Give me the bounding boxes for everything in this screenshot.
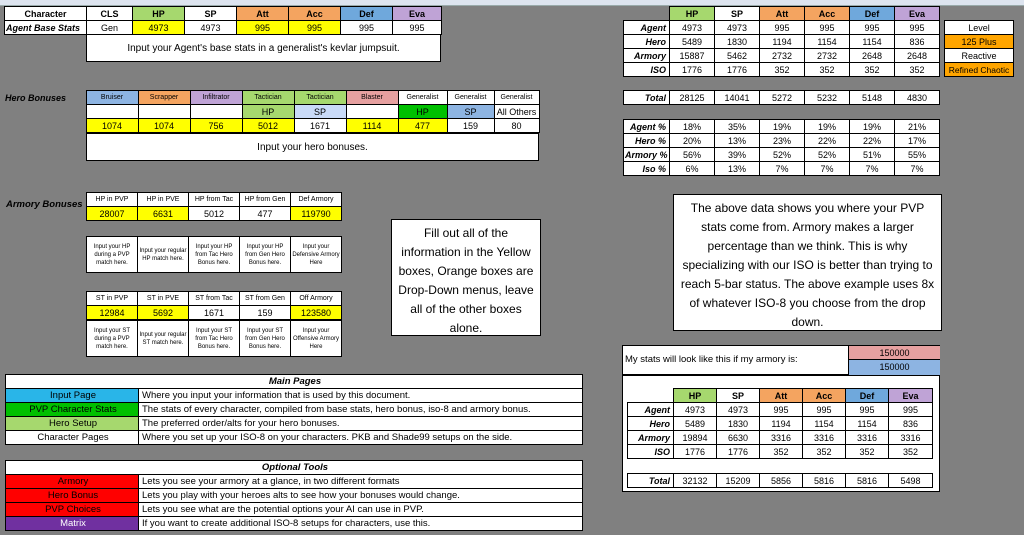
stats-percent-table — [623, 119, 940, 176]
level-label: Level — [945, 21, 1014, 35]
note-cell: Input your regular HP match here. — [138, 237, 189, 273]
stat-header: Eva — [889, 389, 933, 403]
pct-cell: 51% — [850, 148, 895, 162]
main-pages-title-row — [6, 375, 583, 389]
hero-bonus-values-row — [4, 119, 539, 133]
row-label: Armory % — [625, 149, 668, 160]
eva-header: Eva — [393, 7, 442, 21]
stat-cell: 995 — [889, 403, 933, 417]
tool-description: Lets you see your armory at a glance, in two different formats — [139, 475, 583, 489]
note-cell: Input your ST from Gen Hero Bonus here. — [240, 321, 291, 357]
off-armory-header: Off Armory — [291, 292, 342, 306]
pct-cell: 21% — [895, 120, 940, 134]
att-input[interactable]: 995 — [237, 21, 289, 35]
armory-st-notes-row — [87, 321, 342, 357]
total-cell: 4830 — [895, 91, 940, 105]
total-cell: 5856 — [760, 474, 803, 488]
stat-cell: 1154 — [846, 417, 889, 431]
stat-cell: 1154 — [850, 35, 895, 49]
stat-cell: 3316 — [803, 431, 846, 445]
main-pages-table — [5, 374, 583, 445]
stat-cell: 1776 — [674, 445, 717, 459]
main-page-row — [6, 389, 583, 403]
pct-cell: 35% — [715, 120, 760, 134]
stat-cell: 836 — [895, 35, 940, 49]
total-label: Total — [628, 474, 674, 488]
pct-cell: 23% — [760, 134, 805, 148]
hero-bonus-spacer — [4, 105, 86, 119]
page-description: The preferred order/alts for your hero bonuses. — [139, 417, 583, 431]
stat-cell: 995 — [760, 403, 803, 417]
st-from-gen-header: ST from Gen — [240, 292, 291, 306]
percent-row — [624, 162, 940, 176]
iso-type-dropdown[interactable]: Refined Chaotic — [945, 63, 1014, 77]
total-cell: 5498 — [889, 474, 933, 488]
stat-cell: 3316 — [760, 431, 803, 445]
tactician-hp-input[interactable]: 5012 — [242, 119, 294, 133]
stats-corner — [624, 7, 670, 21]
note-cell: Input your HP during a PVP match here. — [87, 237, 138, 273]
hero-sub-cell: All Others — [494, 105, 539, 119]
st-from-tac-header: ST from Tac — [189, 292, 240, 306]
hero-sub-cell — [138, 105, 190, 119]
row-label: ISO — [624, 63, 670, 77]
row-label: Agent % — [624, 120, 670, 134]
generalist-hp-header: Generalist — [398, 91, 447, 105]
level-row — [945, 63, 1014, 77]
armory-st-values-row — [87, 306, 342, 320]
stat-cell: 1154 — [805, 35, 850, 49]
tool-row — [6, 489, 583, 503]
hp-in-pve-input[interactable]: 6631 — [138, 207, 189, 221]
stat-cell: 2732 — [805, 49, 850, 63]
fill-instructions-note: Fill out all of the information in the Yellow boxes, Orange boxes are Drop-Down menus, leave all of the other boxes alone. — [391, 219, 541, 336]
projected-corner — [628, 389, 674, 403]
stat-header: Def — [850, 7, 895, 21]
note-cell: Input your Defensive Armory Here — [291, 237, 342, 273]
level-dropdown[interactable]: 125 Plus — [945, 35, 1014, 49]
tool-description: Lets you see what are the potential options your AI can use in PVP. — [139, 503, 583, 517]
main-page-row — [6, 417, 583, 431]
st-in-pve-header: ST in PVE — [138, 292, 189, 306]
stat-cell: 2732 — [760, 49, 805, 63]
sp-cell[interactable]: 4973 — [185, 21, 237, 35]
row-label: Armory — [624, 49, 670, 63]
pct-cell: 22% — [850, 134, 895, 148]
stat-header: SP — [717, 389, 760, 403]
tool-description: If you want to create additional ISO-8 setups for characters, use this. — [139, 517, 583, 531]
row-label: Hero % — [624, 134, 670, 148]
st-in-pvp-input[interactable]: 12984 — [87, 306, 138, 320]
st-from-gen-cell[interactable]: 159 — [240, 306, 291, 320]
total-label: Total — [624, 91, 670, 105]
pct-cell: 19% — [850, 120, 895, 134]
optional-tools-title: Optional Tools — [6, 461, 583, 475]
agent-base-note: Input your Agent's base stats in a generalist's kevlar jumpsuit. — [86, 34, 441, 62]
stat-cell: 3316 — [889, 431, 933, 445]
hero-bonus-link[interactable]: Hero Bonus — [6, 489, 139, 503]
stat-cell: 995 — [805, 21, 850, 35]
pct-cell: 13% — [715, 134, 760, 148]
stat-cell: 5489 — [674, 417, 717, 431]
total-cell: 5816 — [846, 474, 889, 488]
stat-cell: 352 — [760, 63, 805, 77]
hp-from-tac-cell[interactable]: 5012 — [189, 207, 240, 221]
note-cell: Input your ST during a PVP match here. — [87, 321, 138, 357]
stat-cell: 4973 — [717, 403, 760, 417]
page-description: Where you input your information that is used by this document. — [139, 389, 583, 403]
stats-total-table — [623, 90, 940, 105]
projected-header-row — [628, 389, 933, 403]
total-cell: 32132 — [674, 474, 717, 488]
hero-sub-cell: HP — [398, 105, 447, 119]
note-cell: Input your regular ST match here. — [138, 321, 189, 357]
stat-cell: 1776 — [717, 445, 760, 459]
bruiser-input[interactable]: 1074 — [86, 119, 138, 133]
armory-st-header-row — [87, 292, 342, 306]
stat-header: SP — [715, 7, 760, 21]
pvp-character-stats-link[interactable]: PVP Character Stats — [6, 403, 139, 417]
generalist-others-cell[interactable]: 80 — [494, 119, 539, 133]
hero-sub-cell — [86, 105, 138, 119]
generalist-others-header: Generalist — [494, 91, 539, 105]
row-label: Agent — [628, 403, 674, 417]
tactician-hp-header: Tactician — [242, 91, 294, 105]
main-page-row — [6, 403, 583, 417]
stat-cell: 995 — [846, 403, 889, 417]
total-cell: 5148 — [850, 91, 895, 105]
main-page-row — [6, 431, 583, 445]
pct-cell: 52% — [760, 148, 805, 162]
percent-row — [624, 148, 940, 162]
total-cell: 5816 — [803, 474, 846, 488]
total-cell: 15209 — [717, 474, 760, 488]
infiltrator-header: Infiltrator — [190, 91, 242, 105]
hero-bonus-sub-row — [4, 105, 539, 119]
level-options-table — [944, 20, 1014, 77]
hp-from-gen-header: HP from Gen — [240, 193, 291, 207]
stat-cell: 995 — [895, 21, 940, 35]
hero-sub-cell — [346, 105, 398, 119]
agent-base-row — [5, 21, 442, 35]
stat-cell: 15887 — [670, 49, 715, 63]
stat-cell: 995 — [803, 403, 846, 417]
st-from-tac-cell[interactable]: 1671 — [189, 306, 240, 320]
pct-cell: 6% — [670, 162, 715, 176]
stat-header: Eva — [895, 7, 940, 21]
stats-header-row — [624, 7, 940, 21]
stat-cell: 1194 — [760, 35, 805, 49]
hero-sub-cell — [190, 105, 242, 119]
hero-bonus-table — [4, 90, 540, 133]
pct-cell: 17% — [895, 134, 940, 148]
scrapper-input[interactable]: 1074 — [138, 119, 190, 133]
stat-cell: 836 — [889, 417, 933, 431]
armory-def-dropdown[interactable]: 150000 — [848, 346, 940, 360]
blaster-input[interactable]: 1114 — [346, 119, 398, 133]
armory-st-notes — [86, 320, 342, 357]
stat-cell: 352 — [760, 445, 803, 459]
tactician-sp-header: Tactician — [294, 91, 346, 105]
total-cell: 5272 — [760, 91, 805, 105]
percent-row — [624, 134, 940, 148]
pct-cell: 56% — [670, 148, 715, 162]
row-label: Hero — [628, 417, 674, 431]
main-pages-title: Main Pages — [6, 375, 583, 389]
projected-total-row — [628, 474, 933, 488]
stat-cell: 1776 — [715, 63, 760, 77]
level-row — [945, 35, 1014, 49]
hero-sub-cell: SP — [294, 105, 346, 119]
hero-bonuses-label: Hero Bonuses — [5, 92, 67, 103]
stat-cell: 1776 — [670, 63, 715, 77]
pct-cell: 19% — [805, 120, 850, 134]
stat-header: Def — [846, 389, 889, 403]
note-cell: Input your HP from Gen Hero Bonus here. — [240, 237, 291, 273]
pct-cell: 20% — [670, 134, 715, 148]
hero-bonus-spacer — [4, 119, 86, 133]
projected-row — [628, 445, 933, 459]
character-header: Character — [5, 7, 87, 21]
sp-header: SP — [185, 7, 237, 21]
note-cell: Input your Offensive Armory Here — [291, 321, 342, 357]
stat-cell: 352 — [895, 63, 940, 77]
stat-cell: 5489 — [670, 35, 715, 49]
pct-cell: 52% — [805, 148, 850, 162]
tactician-sp-cell[interactable]: 1671 — [294, 119, 346, 133]
pct-cell: 7% — [895, 162, 940, 176]
stats-row — [624, 49, 940, 63]
row-label: Agent — [624, 21, 670, 35]
stat-header: Acc — [803, 389, 846, 403]
stat-cell: 1830 — [715, 35, 760, 49]
hp-in-pve-header: HP in PVE — [138, 193, 189, 207]
tool-row — [6, 503, 583, 517]
stat-cell: 2648 — [895, 49, 940, 63]
infiltrator-input[interactable]: 756 — [190, 119, 242, 133]
stat-cell: 4973 — [670, 21, 715, 35]
def-armory-header: Def Armory — [291, 193, 342, 207]
row-label: Armory — [628, 431, 674, 445]
row-label: Iso % — [624, 162, 670, 176]
acc-input[interactable]: 995 — [289, 21, 341, 35]
pct-cell: 13% — [715, 162, 760, 176]
def-header: Def — [341, 7, 393, 21]
att-header: Att — [237, 7, 289, 21]
generalist-sp-cell[interactable]: 159 — [447, 119, 494, 133]
hero-bonus-note: Input your hero bonuses. — [86, 133, 539, 161]
stat-cell: 4973 — [715, 21, 760, 35]
agent-base-table — [4, 6, 442, 35]
matrix-link[interactable]: Matrix — [6, 517, 139, 531]
armory-hp-notes — [86, 236, 342, 273]
stat-cell: 1194 — [760, 417, 803, 431]
stat-cell: 995 — [760, 21, 805, 35]
pct-cell: 19% — [760, 120, 805, 134]
tool-description: Lets you play with your heroes alts to see how your bonuses would change. — [139, 489, 583, 503]
stat-header: Att — [760, 7, 805, 21]
pct-cell: 55% — [895, 148, 940, 162]
armory-bonuses-label: Armory Bonuses — [6, 199, 83, 210]
character-pages-link[interactable]: Character Pages — [6, 431, 139, 445]
page-description: The stats of every character, compiled from base stats, hero bonus, iso-8 and armory bonus. — [139, 403, 583, 417]
hero-sub-cell: HP — [242, 105, 294, 119]
armory-if-label: My stats will look like this if my armory is: — [625, 354, 798, 365]
stat-cell: 352 — [803, 445, 846, 459]
projected-row — [628, 417, 933, 431]
stat-cell: 1830 — [717, 417, 760, 431]
level-row — [945, 49, 1014, 63]
pct-cell: 18% — [670, 120, 715, 134]
stat-cell: 2648 — [850, 49, 895, 63]
bruiser-header: Bruiser — [86, 91, 138, 105]
agent-base-label: Agent Base Stats — [5, 21, 87, 35]
generalist-hp-input[interactable]: 477 — [398, 119, 447, 133]
stat-cell: 352 — [850, 63, 895, 77]
stats-row — [624, 35, 940, 49]
pct-cell: 7% — [850, 162, 895, 176]
row-label: Hero — [624, 35, 670, 49]
stat-cell: 995 — [850, 21, 895, 35]
acc-header: Acc — [289, 7, 341, 21]
total-cell: 5232 — [805, 91, 850, 105]
tool-row — [6, 475, 583, 489]
stats-row — [624, 21, 940, 35]
generalist-sp-header: Generalist — [447, 91, 494, 105]
note-cell: Input your ST from Tac Hero Bonus here. — [189, 321, 240, 357]
projected-row — [628, 403, 933, 417]
blaster-header: Blaster — [346, 91, 398, 105]
stat-cell: 3316 — [846, 431, 889, 445]
hero-sub-cell: SP — [447, 105, 494, 119]
stat-cell: 352 — [889, 445, 933, 459]
stat-cell: 19894 — [674, 431, 717, 445]
cls-cell[interactable]: Gen — [87, 21, 133, 35]
hp-from-gen-cell[interactable]: 477 — [240, 207, 291, 221]
hp-input[interactable]: 4973 — [133, 21, 185, 35]
pct-cell: 39% — [715, 148, 760, 162]
armory-hp-header-row — [87, 193, 342, 207]
stats-total-row — [624, 91, 940, 105]
stat-header: Acc — [805, 7, 850, 21]
st-in-pve-input[interactable]: 5692 — [138, 306, 189, 320]
projected-table — [627, 388, 933, 459]
note-cell: Input your HP from Tac Hero Bonus here. — [189, 237, 240, 273]
optional-tools-table — [5, 460, 583, 531]
iso-type-label[interactable]: Reactive — [945, 49, 1014, 63]
hp-in-pvp-input[interactable]: 28007 — [87, 207, 138, 221]
armory-hp-notes-row — [87, 237, 342, 273]
agent-base-header-row — [5, 7, 442, 21]
armory-if-panel — [622, 345, 940, 375]
row-label: ISO — [628, 445, 674, 459]
level-row — [945, 21, 1014, 35]
projected-total-table — [627, 473, 933, 488]
hp-in-pvp-header: HP in PVP — [87, 193, 138, 207]
hero-bonus-header-row — [4, 91, 539, 105]
pct-cell: 22% — [805, 134, 850, 148]
stat-header: Att — [760, 389, 803, 403]
page-description: Where you set up your ISO-8 on your characters. PKB and Shade99 setups on the side. — [139, 431, 583, 445]
armory-link[interactable]: Armory — [6, 475, 139, 489]
stat-cell: 352 — [805, 63, 850, 77]
eva-cell[interactable]: 995 — [393, 21, 442, 35]
pvp-choices-link[interactable]: PVP Choices — [6, 503, 139, 517]
explanation-note: The above data shows you where your PVP stats come from. Armory makes a larger percentage than we think. This is why specializing with our ISO is better than trying to reach 5-bar status. The above example uses 8x of whatever ISO-8 you choose from the drop down. — [673, 194, 942, 331]
def-cell[interactable]: 995 — [341, 21, 393, 35]
tool-row — [6, 517, 583, 531]
hero-setup-link[interactable]: Hero Setup — [6, 417, 139, 431]
stat-cell: 6630 — [717, 431, 760, 445]
pct-cell: 7% — [805, 162, 850, 176]
armory-hp-values-row — [87, 207, 342, 221]
hp-header: HP — [133, 7, 185, 21]
armory-hp-table — [86, 192, 342, 221]
percent-row — [624, 120, 940, 134]
hp-from-tac-header: HP from Tac — [189, 193, 240, 207]
stat-cell: 4973 — [674, 403, 717, 417]
def-armory-cell[interactable]: 119790 — [291, 207, 342, 221]
stat-cell: 352 — [846, 445, 889, 459]
stats-breakdown-table — [623, 6, 940, 77]
st-in-pvp-header: ST in PVP — [87, 292, 138, 306]
projected-row — [628, 431, 933, 445]
input-page-link[interactable]: Input Page — [6, 389, 139, 403]
scrapper-header: Scrapper — [138, 91, 190, 105]
optional-tools-title-row — [6, 461, 583, 475]
stat-cell: 5462 — [715, 49, 760, 63]
pct-cell: 7% — [760, 162, 805, 176]
cls-header: CLS — [87, 7, 133, 21]
stat-header: HP — [674, 389, 717, 403]
total-cell: 28125 — [670, 91, 715, 105]
armory-st-table — [86, 291, 342, 320]
stat-header: HP — [670, 7, 715, 21]
stats-row — [624, 63, 940, 77]
armory-off-dropdown[interactable]: 150000 — [848, 360, 940, 375]
stat-cell: 1154 — [803, 417, 846, 431]
total-cell: 14041 — [715, 91, 760, 105]
off-armory-cell[interactable]: 123580 — [291, 306, 342, 320]
